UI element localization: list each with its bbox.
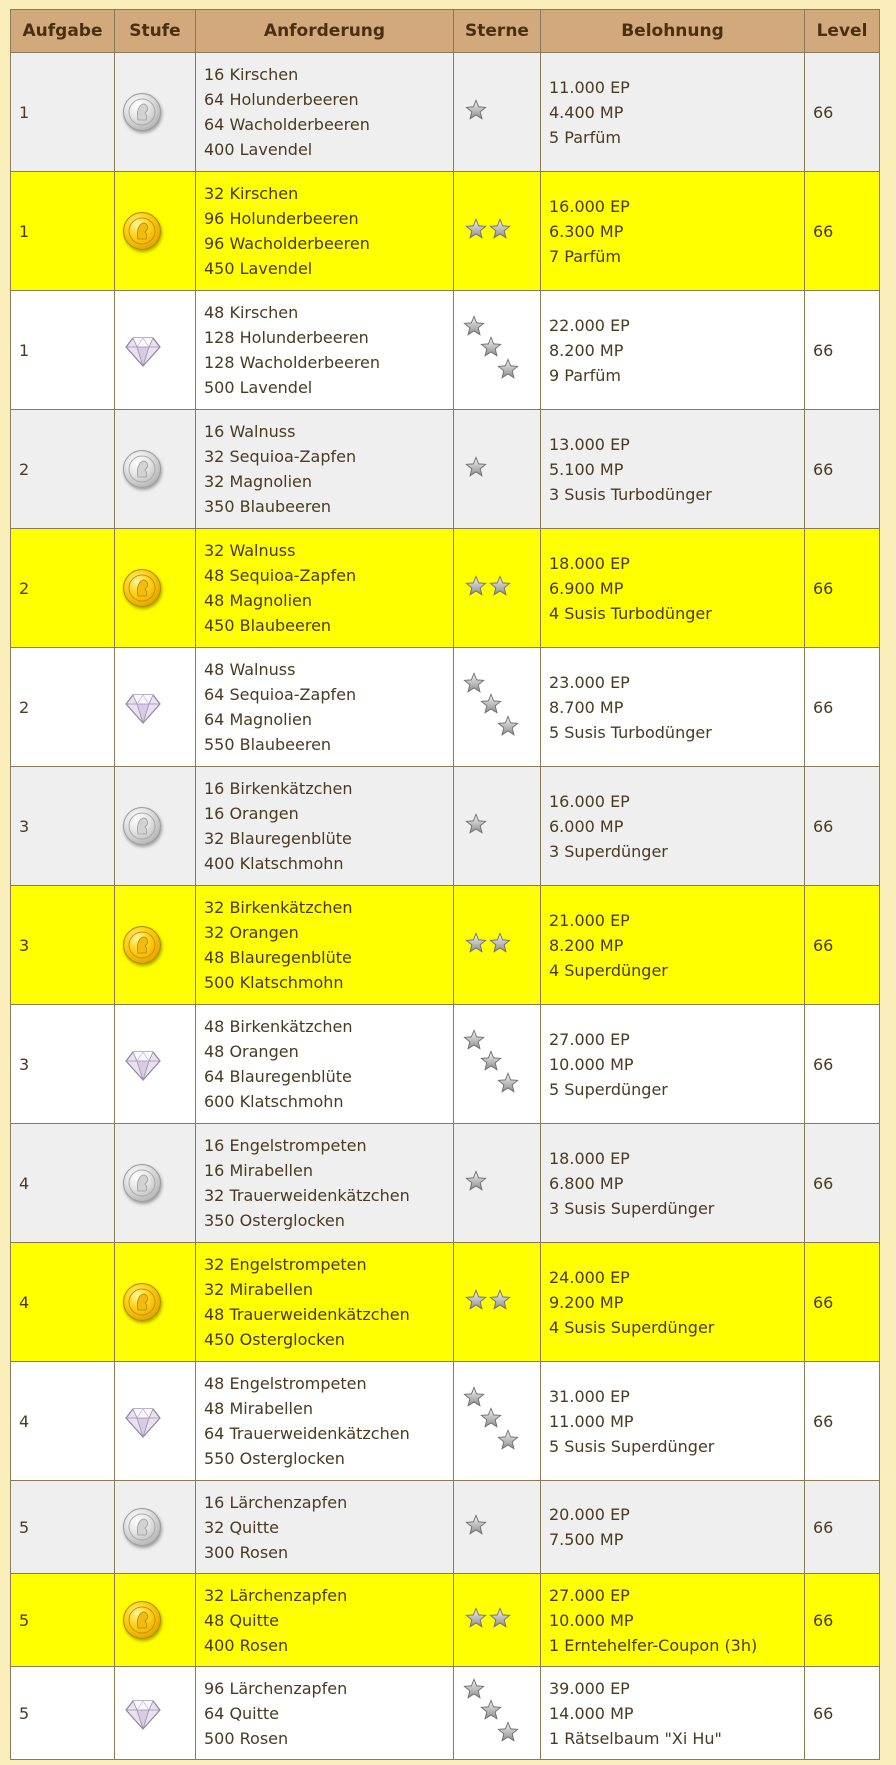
table-row — [11, 1481, 880, 1574]
stars-rating — [462, 455, 490, 479]
cell-reward — [541, 1667, 805, 1760]
requirement-line: 16 Walnuss — [204, 422, 296, 441]
cell-tier — [115, 1574, 196, 1667]
cell-requirement — [196, 1124, 454, 1243]
cell-tier — [115, 1124, 196, 1243]
cell-stars — [454, 529, 541, 648]
stars-rating — [462, 1028, 522, 1096]
cell-task: 1 — [11, 53, 115, 172]
quest-table — [10, 9, 880, 1760]
reward-line: 16.000 EP — [549, 791, 630, 811]
header-requirement: Anforderung — [196, 10, 454, 53]
requirement-line: 500 Lavendel — [204, 378, 313, 397]
requirement-line: 128 Holunderbeeren — [204, 328, 369, 347]
reward-line: 24.000 EP — [549, 1267, 630, 1287]
cell-task: 1 — [11, 172, 115, 291]
gold-coin-icon — [123, 1283, 161, 1321]
cell-level: 66 — [805, 1243, 880, 1362]
cell-requirement — [196, 1667, 454, 1760]
reward-line: 14.000 MP — [549, 1703, 634, 1723]
star-icon — [497, 1721, 519, 1743]
requirement-line: 48 Mirabellen — [204, 1399, 313, 1418]
stars-rating — [462, 314, 522, 382]
reward-line: 6.800 MP — [549, 1173, 624, 1193]
cell-level: 66 — [805, 1667, 880, 1760]
requirement-line: 32 Orangen — [204, 923, 299, 942]
table-row — [11, 767, 880, 886]
cell-requirement — [196, 53, 454, 172]
requirement-line: 450 Blaubeeren — [204, 616, 332, 635]
cell-task: 5 — [11, 1481, 115, 1574]
reward-line: 6.300 MP — [549, 221, 624, 241]
table-row — [11, 886, 880, 1005]
reward-line: 11.000 EP — [549, 77, 630, 97]
cell-stars — [454, 53, 541, 172]
stars-rating — [462, 1385, 522, 1453]
requirement-line: 48 Magnolien — [204, 591, 313, 610]
star-icon — [480, 336, 502, 358]
requirement-line: 32 Lärchenzapfen — [204, 1585, 348, 1605]
cell-task: 3 — [11, 1005, 115, 1124]
diamond-icon — [123, 687, 163, 727]
reward-line: 4.400 MP — [549, 102, 624, 122]
cell-stars — [454, 1481, 541, 1574]
cell-requirement — [196, 886, 454, 1005]
requirement-line: 64 Holunderbeeren — [204, 90, 359, 109]
requirement-line: 48 Engelstrompeten — [204, 1374, 367, 1393]
requirement-line: 48 Trauerweidenkätzchen — [204, 1305, 410, 1324]
reward-line: 7.500 MP — [549, 1530, 624, 1549]
cell-requirement — [196, 767, 454, 886]
star-icon — [465, 932, 487, 954]
diamond-icon — [123, 330, 163, 370]
gold-coin-icon — [123, 569, 161, 607]
reward-line: 18.000 EP — [549, 1148, 630, 1168]
cell-tier — [115, 172, 196, 291]
cell-tier — [115, 767, 196, 886]
cell-stars — [454, 1362, 541, 1481]
reward-line: 6.900 MP — [549, 578, 624, 598]
header-stars: Sterne — [454, 10, 541, 53]
requirement-line: 400 Lavendel — [204, 140, 313, 159]
requirement-line: 16 Orangen — [204, 804, 299, 823]
star-icon — [465, 813, 487, 835]
requirement-line: 64 Sequioa-Zapfen — [204, 685, 357, 704]
reward-line: 6.000 MP — [549, 816, 624, 836]
gold-coin-icon — [123, 1601, 161, 1639]
star-icon — [465, 1514, 487, 1536]
cell-reward — [541, 1243, 805, 1362]
requirement-line: 96 Holunderbeeren — [204, 209, 359, 228]
cell-level: 66 — [805, 1005, 880, 1124]
stars-rating — [462, 671, 522, 739]
reward-line: 31.000 EP — [549, 1386, 630, 1406]
stars-rating — [462, 1288, 514, 1312]
requirement-line: 400 Klatschmohn — [204, 854, 344, 873]
cell-stars — [454, 172, 541, 291]
reward-line: 5.100 MP — [549, 459, 624, 479]
cell-tier — [115, 1481, 196, 1574]
reward-line: 8.200 MP — [549, 340, 624, 360]
cell-tier — [115, 886, 196, 1005]
cell-level: 66 — [805, 1574, 880, 1667]
cell-requirement — [196, 529, 454, 648]
silver-coin-icon — [123, 1164, 161, 1202]
star-icon — [497, 1072, 519, 1094]
star-icon — [480, 1699, 502, 1721]
star-icon — [480, 1050, 502, 1072]
cell-level: 66 — [805, 410, 880, 529]
cell-stars — [454, 767, 541, 886]
table-row — [11, 529, 880, 648]
cell-tier — [115, 1667, 196, 1760]
silver-coin-icon — [123, 1508, 161, 1546]
reward-line: 22.000 EP — [549, 315, 630, 335]
cell-stars — [454, 648, 541, 767]
star-icon — [497, 715, 519, 737]
requirement-line: 32 Sequioa-Zapfen — [204, 447, 357, 466]
table-row — [11, 1362, 880, 1481]
requirement-line: 96 Lärchenzapfen — [204, 1678, 348, 1698]
star-icon — [465, 1170, 487, 1192]
star-icon — [465, 456, 487, 478]
reward-line: 8.200 MP — [549, 935, 624, 955]
requirement-line: 550 Osterglocken — [204, 1449, 345, 1468]
star-icon — [465, 218, 487, 240]
reward-line: 20.000 EP — [549, 1505, 630, 1524]
star-icon — [497, 1429, 519, 1451]
reward-line: 5 Susis Turbodünger — [549, 722, 712, 742]
requirement-line: 32 Birkenkätzchen — [204, 898, 353, 917]
header-task: Aufgabe — [11, 10, 115, 53]
silver-coin-icon — [123, 450, 161, 488]
requirement-line: 48 Sequioa-Zapfen — [204, 566, 357, 585]
star-icon — [480, 693, 502, 715]
reward-line: 5 Superdünger — [549, 1079, 668, 1099]
cell-reward — [541, 1362, 805, 1481]
cell-level: 66 — [805, 767, 880, 886]
star-icon — [463, 1678, 485, 1700]
stars-rating — [462, 812, 490, 836]
star-icon — [489, 1607, 511, 1629]
reward-line: 18.000 EP — [549, 553, 630, 573]
requirement-line: 48 Walnuss — [204, 660, 296, 679]
reward-line: 10.000 MP — [549, 1610, 634, 1630]
table-row — [11, 1667, 880, 1760]
cell-tier — [115, 410, 196, 529]
cell-task: 2 — [11, 648, 115, 767]
cell-reward — [541, 1124, 805, 1243]
reward-line: 21.000 EP — [549, 910, 630, 930]
requirement-line: 16 Birkenkätzchen — [204, 779, 353, 798]
reward-line: 23.000 EP — [549, 672, 630, 692]
requirement-line: 350 Osterglocken — [204, 1211, 345, 1230]
cell-tier — [115, 291, 196, 410]
reward-line: 13.000 EP — [549, 434, 630, 454]
requirement-line: 450 Lavendel — [204, 259, 313, 278]
star-icon — [463, 1386, 485, 1408]
reward-line: 16.000 EP — [549, 196, 630, 216]
requirement-line: 16 Kirschen — [204, 65, 299, 84]
gold-coin-icon — [123, 926, 161, 964]
cell-task: 3 — [11, 886, 115, 1005]
cell-tier — [115, 1243, 196, 1362]
requirement-line: 48 Orangen — [204, 1042, 299, 1061]
cell-requirement — [196, 291, 454, 410]
cell-reward — [541, 410, 805, 529]
star-icon — [463, 315, 485, 337]
star-icon — [489, 218, 511, 240]
reward-line: 4 Susis Superdünger — [549, 1317, 715, 1337]
cell-reward — [541, 1481, 805, 1574]
cell-level: 66 — [805, 291, 880, 410]
requirement-line: 400 Rosen — [204, 1635, 289, 1655]
cell-task: 4 — [11, 1124, 115, 1243]
requirement-line: 64 Magnolien — [204, 710, 313, 729]
requirement-line: 32 Blauregenblüte — [204, 829, 352, 848]
requirement-line: 64 Blauregenblüte — [204, 1067, 352, 1086]
cell-task: 3 — [11, 767, 115, 886]
star-icon — [489, 932, 511, 954]
stars-rating — [462, 1677, 522, 1745]
table-row — [11, 1574, 880, 1667]
requirement-line: 600 Klatschmohn — [204, 1092, 344, 1111]
table-row — [11, 648, 880, 767]
cell-stars — [454, 1005, 541, 1124]
star-icon — [465, 575, 487, 597]
requirement-line: 64 Quitte — [204, 1703, 280, 1723]
cell-level: 66 — [805, 648, 880, 767]
reward-line: 8.700 MP — [549, 697, 624, 717]
gold-coin-icon — [123, 212, 161, 250]
stars-rating — [462, 931, 514, 955]
reward-line: 1 Erntehelfer-Coupon (3h) — [549, 1635, 758, 1655]
requirement-line: 64 Trauerweidenkätzchen — [204, 1424, 410, 1443]
reward-line: 9 Parfüm — [549, 365, 621, 385]
cell-level: 66 — [805, 172, 880, 291]
requirement-line: 64 Wacholderbeeren — [204, 115, 370, 134]
requirement-line: 32 Trauerweidenkätzchen — [204, 1186, 410, 1205]
silver-coin-icon — [123, 807, 161, 845]
cell-task: 1 — [11, 291, 115, 410]
requirement-line: 32 Walnuss — [204, 541, 296, 560]
cell-reward — [541, 291, 805, 410]
cell-level: 66 — [805, 529, 880, 648]
star-icon — [480, 1407, 502, 1429]
header-tier: Stufe — [115, 10, 196, 53]
requirement-line: 48 Quitte — [204, 1610, 280, 1630]
cell-level: 66 — [805, 1362, 880, 1481]
requirement-line: 450 Osterglocken — [204, 1330, 345, 1349]
requirement-line: 32 Kirschen — [204, 184, 299, 203]
cell-tier — [115, 1362, 196, 1481]
cell-task: 4 — [11, 1362, 115, 1481]
reward-line: 5 Parfüm — [549, 127, 621, 147]
cell-reward — [541, 53, 805, 172]
cell-task: 4 — [11, 1243, 115, 1362]
star-icon — [463, 672, 485, 694]
reward-line: 27.000 EP — [549, 1029, 630, 1049]
cell-stars — [454, 886, 541, 1005]
table-body — [11, 53, 880, 1760]
requirement-line: 300 Rosen — [204, 1542, 289, 1562]
cell-level: 66 — [805, 886, 880, 1005]
table-row — [11, 1243, 880, 1362]
cell-reward — [541, 648, 805, 767]
reward-line: 7 Parfüm — [549, 246, 621, 266]
reward-line: 9.200 MP — [549, 1292, 624, 1312]
cell-level: 66 — [805, 53, 880, 172]
cell-reward — [541, 886, 805, 1005]
cell-tier — [115, 648, 196, 767]
requirement-line: 16 Mirabellen — [204, 1161, 313, 1180]
reward-line: 4 Susis Turbodünger — [549, 603, 712, 623]
quest-table-container — [10, 9, 879, 1760]
star-icon — [463, 1029, 485, 1051]
reward-line: 1 Rätselbaum "Xi Hu" — [549, 1728, 722, 1748]
cell-requirement — [196, 648, 454, 767]
reward-line: 27.000 EP — [549, 1585, 630, 1605]
star-icon — [465, 99, 487, 121]
star-icon — [465, 1289, 487, 1311]
requirement-line: 550 Blaubeeren — [204, 735, 332, 754]
cell-reward — [541, 1005, 805, 1124]
stars-rating — [462, 1169, 490, 1193]
table-row — [11, 172, 880, 291]
table-row — [11, 53, 880, 172]
diamond-icon — [123, 1401, 163, 1441]
star-icon — [489, 575, 511, 597]
cell-level: 66 — [805, 1124, 880, 1243]
stars-rating — [462, 1606, 514, 1630]
table-row — [11, 410, 880, 529]
requirement-line: 48 Birkenkätzchen — [204, 1017, 353, 1036]
cell-requirement — [196, 1005, 454, 1124]
reward-line: 3 Superdünger — [549, 841, 668, 861]
silver-coin-icon — [123, 93, 161, 131]
cell-requirement — [196, 172, 454, 291]
reward-line: 10.000 MP — [549, 1054, 634, 1074]
cell-requirement — [196, 1481, 454, 1574]
stars-rating — [462, 574, 514, 598]
cell-stars — [454, 1667, 541, 1760]
requirement-line: 350 Blaubeeren — [204, 497, 332, 516]
cell-task: 2 — [11, 410, 115, 529]
reward-line: 5 Susis Superdünger — [549, 1436, 715, 1456]
requirement-line: 48 Blauregenblüte — [204, 948, 352, 967]
reward-line: 3 Susis Superdünger — [549, 1198, 715, 1218]
cell-task: 2 — [11, 529, 115, 648]
diamond-icon — [123, 1693, 163, 1733]
requirement-line: 16 Engelstrompeten — [204, 1136, 367, 1155]
requirement-line: 128 Wacholderbeeren — [204, 353, 381, 372]
requirement-line: 32 Magnolien — [204, 472, 313, 491]
cell-requirement — [196, 1362, 454, 1481]
table-header — [11, 10, 880, 53]
requirement-line: 48 Kirschen — [204, 303, 299, 322]
star-icon — [465, 1607, 487, 1629]
table-row — [11, 1124, 880, 1243]
requirement-line: 32 Mirabellen — [204, 1280, 313, 1299]
requirement-line: 96 Wacholderbeeren — [204, 234, 370, 253]
cell-stars — [454, 291, 541, 410]
requirement-line: 16 Lärchenzapfen — [204, 1492, 348, 1512]
cell-requirement — [196, 1243, 454, 1362]
table-row — [11, 1005, 880, 1124]
cell-stars — [454, 1243, 541, 1362]
cell-stars — [454, 1124, 541, 1243]
requirement-line: 500 Klatschmohn — [204, 973, 344, 992]
cell-tier — [115, 1005, 196, 1124]
cell-level: 66 — [805, 1481, 880, 1574]
reward-line: 3 Susis Turbodünger — [549, 484, 712, 504]
cell-reward — [541, 1574, 805, 1667]
header-reward: Belohnung — [541, 10, 805, 53]
reward-line: 39.000 EP — [549, 1678, 630, 1698]
header-row — [11, 10, 880, 53]
reward-line: 4 Superdünger — [549, 960, 668, 980]
cell-requirement — [196, 410, 454, 529]
requirement-line: 500 Rosen — [204, 1728, 289, 1748]
requirement-line: 32 Engelstrompeten — [204, 1255, 367, 1274]
cell-stars — [454, 1574, 541, 1667]
cell-task: 5 — [11, 1667, 115, 1760]
cell-task: 5 — [11, 1574, 115, 1667]
reward-line: 11.000 MP — [549, 1411, 634, 1431]
star-icon — [489, 1289, 511, 1311]
header-level: Level — [805, 10, 880, 53]
cell-stars — [454, 410, 541, 529]
stars-rating — [462, 217, 514, 241]
cell-reward — [541, 529, 805, 648]
cell-reward — [541, 172, 805, 291]
diamond-icon — [123, 1044, 163, 1084]
cell-reward — [541, 767, 805, 886]
cell-tier — [115, 529, 196, 648]
stars-rating — [462, 1513, 490, 1537]
cell-tier — [115, 53, 196, 172]
requirement-line: 32 Quitte — [204, 1517, 280, 1537]
table-row — [11, 291, 880, 410]
star-icon — [497, 358, 519, 380]
cell-requirement — [196, 1574, 454, 1667]
stars-rating — [462, 98, 490, 122]
